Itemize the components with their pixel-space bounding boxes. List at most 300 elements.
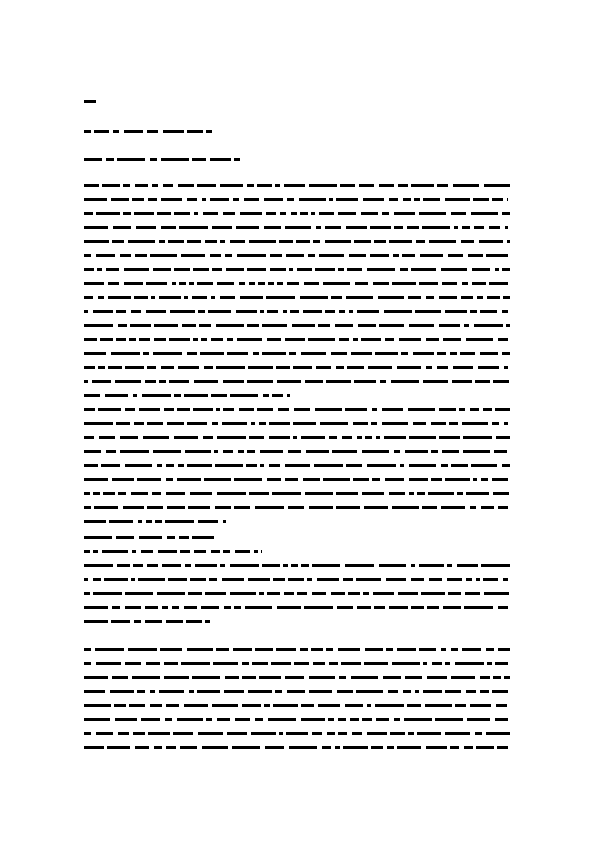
word-mark: [110, 690, 134, 693]
word-mark: [437, 184, 448, 187]
word-mark: [153, 352, 182, 355]
word-mark: [152, 492, 161, 495]
word-mark: [222, 422, 247, 425]
word-mark: [186, 620, 202, 623]
para1-line: [84, 380, 509, 383]
word-mark: [101, 464, 120, 467]
word-mark: [210, 254, 221, 257]
word-mark: [223, 408, 234, 411]
word-mark: [273, 578, 285, 581]
word-mark: [442, 450, 459, 453]
word-mark: [249, 282, 255, 285]
para1-line: [84, 226, 508, 229]
word-mark: [297, 592, 307, 595]
word-mark: [285, 478, 298, 481]
word-mark: [84, 184, 99, 187]
word-mark: [384, 436, 406, 439]
word-mark: [431, 450, 438, 453]
word-mark: [276, 648, 296, 651]
word-mark: [460, 352, 475, 355]
word-mark: [496, 704, 507, 707]
word-mark: [453, 366, 473, 369]
word-mark: [179, 226, 208, 229]
word-mark: [307, 578, 312, 581]
word-mark: [112, 676, 128, 679]
word-mark: [275, 184, 280, 187]
word-mark: [84, 296, 93, 299]
word-mark: [245, 606, 272, 609]
word-mark: [153, 268, 171, 271]
word-mark: [445, 732, 470, 735]
word-mark: [206, 130, 212, 133]
word-mark: [431, 478, 442, 481]
word-mark: [166, 492, 185, 495]
para4-line: [84, 732, 510, 735]
word-mark: [254, 550, 258, 553]
word-mark: [326, 648, 333, 651]
word-mark: [193, 338, 198, 341]
word-mark: [357, 436, 362, 439]
word-mark: [361, 212, 378, 215]
word-mark: [217, 492, 246, 495]
word-mark: [166, 464, 174, 467]
word-mark: [301, 718, 325, 721]
word-mark: [409, 492, 414, 495]
word-mark: [105, 394, 128, 397]
word-mark: [497, 746, 508, 749]
word-mark: [301, 352, 326, 355]
word-mark: [220, 240, 225, 243]
word-mark: [316, 366, 331, 369]
para2-line: [84, 450, 507, 453]
word-mark: [172, 606, 179, 609]
word-mark: [413, 422, 426, 425]
word-mark: [181, 662, 210, 665]
word-mark: [367, 268, 395, 271]
word-mark: [264, 198, 283, 201]
word-mark: [270, 254, 282, 257]
word-mark: [174, 394, 181, 397]
word-mark: [445, 662, 450, 665]
word-mark: [471, 212, 498, 215]
word-mark: [212, 422, 218, 425]
word-mark: [429, 578, 442, 581]
word-mark: [84, 310, 88, 313]
word-mark: [470, 408, 479, 411]
word-mark: [493, 492, 509, 495]
word-mark: [404, 718, 432, 721]
word-mark: [230, 394, 258, 397]
word-mark: [179, 282, 186, 285]
word-mark: [319, 212, 334, 215]
word-mark: [393, 254, 399, 257]
word-mark: [426, 366, 432, 369]
word-mark: [235, 718, 250, 721]
word-mark: [325, 240, 351, 243]
word-mark: [134, 422, 144, 425]
word-mark: [495, 718, 508, 721]
word-mark: [237, 338, 262, 341]
word-mark: [164, 408, 174, 411]
word-mark: [96, 212, 120, 215]
word-mark: [346, 296, 373, 299]
word-mark: [385, 338, 394, 341]
word-mark: [84, 366, 95, 369]
word-mark: [155, 520, 162, 523]
word-mark: [305, 380, 323, 383]
word-mark: [111, 352, 140, 355]
word-mark: [158, 550, 177, 553]
word-mark: [329, 662, 338, 665]
word-mark: [194, 550, 206, 553]
word-mark: [443, 606, 461, 609]
word-mark: [301, 564, 309, 567]
word-mark: [367, 732, 387, 735]
word-mark: [292, 324, 315, 327]
word-mark: [227, 732, 247, 735]
word-mark: [134, 296, 148, 299]
para4-line: [84, 648, 510, 651]
word-mark: [244, 198, 259, 201]
word-mark: [108, 282, 119, 285]
word-mark: [247, 450, 255, 453]
word-mark: [98, 366, 105, 369]
word-mark: [132, 676, 160, 679]
word-mark: [285, 676, 304, 679]
word-mark: [123, 212, 131, 215]
word-mark: [417, 492, 425, 495]
word-mark: [192, 296, 207, 299]
word-mark: [197, 690, 220, 693]
subheading-line: [84, 158, 240, 161]
word-mark: [116, 422, 130, 425]
word-mark: [197, 184, 216, 187]
word-mark: [201, 606, 219, 609]
word-mark: [290, 310, 299, 313]
word-mark: [242, 662, 249, 665]
word-mark: [288, 578, 304, 581]
word-mark: [498, 338, 508, 341]
word-mark: [248, 690, 272, 693]
word-mark: [269, 436, 290, 439]
word-mark: [391, 380, 419, 383]
word-mark: [84, 324, 113, 327]
word-mark: [293, 436, 297, 439]
word-mark: [187, 198, 197, 201]
word-mark: [283, 310, 287, 313]
word-mark: [269, 422, 290, 425]
word-mark: [236, 226, 259, 229]
word-mark: [84, 268, 94, 271]
word-mark: [133, 564, 143, 567]
word-mark: [392, 506, 419, 509]
word-mark: [146, 520, 152, 523]
word-mark: [347, 366, 364, 369]
word-mark: [267, 338, 281, 341]
word-mark: [401, 352, 408, 355]
word-mark: [278, 408, 289, 411]
word-mark: [216, 366, 245, 369]
word-mark: [394, 718, 400, 721]
word-mark: [486, 648, 494, 651]
word-mark: [492, 690, 508, 693]
word-mark: [475, 380, 490, 383]
word-mark: [181, 254, 205, 257]
word-mark: [318, 704, 340, 707]
word-mark: [346, 464, 362, 467]
word-mark: [184, 296, 188, 299]
word-mark: [480, 690, 489, 693]
word-mark: [198, 310, 205, 313]
word-mark: [187, 422, 207, 425]
word-mark: [480, 310, 497, 313]
word-mark: [108, 296, 131, 299]
word-mark: [426, 296, 434, 299]
para2-line: [84, 422, 508, 425]
word-mark: [489, 282, 508, 285]
word-mark: [287, 394, 290, 397]
word-mark: [116, 338, 126, 341]
word-mark: [431, 422, 446, 425]
word-mark: [123, 184, 130, 187]
word-mark: [84, 676, 108, 679]
word-mark: [486, 254, 508, 257]
word-mark: [495, 408, 510, 411]
word-mark: [216, 408, 220, 411]
word-mark: [372, 408, 377, 411]
word-mark: [273, 704, 298, 707]
para1-line: [84, 184, 510, 187]
word-mark: [383, 676, 401, 679]
word-mark: [134, 620, 141, 623]
word-mark: [338, 212, 356, 215]
word-mark: [178, 366, 199, 369]
word-mark: [120, 450, 149, 453]
word-mark: [398, 592, 418, 595]
word-mark: [427, 606, 439, 609]
word-mark: [248, 366, 273, 369]
word-mark: [371, 422, 377, 425]
word-mark: [370, 254, 389, 257]
word-mark: [445, 478, 470, 481]
word-mark: [178, 184, 194, 187]
word-mark: [309, 184, 337, 187]
word-mark: [185, 564, 191, 567]
word-mark: [461, 240, 474, 243]
word-mark: [306, 450, 329, 453]
word-mark: [367, 464, 396, 467]
word-mark: [125, 662, 141, 665]
word-mark: [373, 282, 389, 285]
word-mark: [493, 380, 509, 383]
word-mark: [145, 620, 162, 623]
word-mark: [139, 408, 160, 411]
word-mark: [84, 254, 91, 257]
word-mark: [300, 648, 308, 651]
word-mark: [423, 690, 442, 693]
word-mark: [317, 578, 339, 581]
word-mark: [93, 310, 113, 313]
word-mark: [362, 492, 384, 495]
word-mark: [312, 564, 340, 567]
word-mark: [362, 450, 389, 453]
word-mark: [124, 130, 143, 133]
word-mark: [407, 704, 421, 707]
word-mark: [185, 450, 211, 453]
word-mark: [470, 310, 477, 313]
word-mark: [141, 718, 160, 721]
word-mark: [432, 662, 442, 665]
word-mark: [495, 268, 499, 271]
word-mark: [474, 226, 484, 229]
word-mark: [411, 578, 424, 581]
word-mark: [325, 226, 341, 229]
word-mark: [392, 662, 420, 665]
word-mark: [268, 718, 296, 721]
word-mark: [400, 464, 404, 467]
word-mark: [128, 240, 155, 243]
word-mark: [230, 240, 245, 243]
word-mark: [378, 296, 404, 299]
word-mark: [353, 478, 369, 481]
word-mark: [215, 506, 231, 509]
word-mark: [463, 450, 490, 453]
word-mark: [419, 564, 444, 567]
word-mark: [161, 226, 176, 229]
word-mark: [362, 718, 372, 721]
word-mark: [184, 704, 208, 707]
word-mark: [312, 732, 322, 735]
list-item-line: [84, 536, 214, 539]
word-mark: [429, 240, 456, 243]
word-mark: [320, 422, 348, 425]
word-mark: [357, 310, 379, 313]
word-mark: [160, 648, 182, 651]
word-mark: [493, 676, 501, 679]
word-mark: [257, 408, 273, 411]
para3-line: [84, 620, 210, 623]
word-mark: [489, 226, 500, 229]
word-mark: [498, 606, 508, 609]
word-mark: [338, 268, 344, 271]
word-mark: [439, 324, 460, 327]
word-mark: [258, 282, 265, 285]
word-mark: [257, 184, 272, 187]
word-mark: [287, 282, 299, 285]
word-mark: [390, 732, 405, 735]
word-mark: [114, 704, 126, 707]
word-mark: [382, 408, 403, 411]
word-mark: [481, 506, 494, 509]
word-mark: [287, 690, 305, 693]
word-mark: [408, 732, 414, 735]
word-mark: [259, 422, 266, 425]
para2-line: [84, 408, 510, 411]
word-mark: [150, 254, 177, 257]
para1-line: [84, 310, 508, 313]
para2-line: [84, 436, 510, 439]
word-mark: [223, 212, 235, 215]
word-mark: [166, 746, 176, 749]
word-mark: [414, 198, 420, 201]
word-mark: [367, 704, 371, 707]
word-mark: [187, 240, 201, 243]
word-mark: [199, 324, 211, 327]
word-mark: [169, 380, 189, 383]
word-mark: [448, 254, 463, 257]
word-mark: [400, 268, 408, 271]
word-mark: [143, 436, 169, 439]
word-mark: [280, 212, 286, 215]
word-mark: [248, 578, 270, 581]
word-mark: [131, 492, 148, 495]
word-mark: [504, 676, 510, 679]
word-mark: [264, 704, 270, 707]
word-mark: [84, 732, 91, 735]
word-mark: [428, 492, 454, 495]
word-mark: [161, 198, 182, 201]
word-mark: [159, 690, 184, 693]
word-mark: [354, 380, 376, 383]
word-mark: [147, 506, 163, 509]
word-mark: [380, 380, 386, 383]
word-mark: [205, 620, 210, 623]
word-mark: [297, 268, 312, 271]
word-mark: [84, 492, 90, 495]
word-mark: [336, 198, 358, 201]
para2-line: [84, 478, 508, 481]
word-mark: [339, 676, 346, 679]
word-mark: [166, 478, 173, 481]
word-mark: [84, 592, 90, 595]
word-mark: [267, 478, 281, 481]
word-mark: [84, 478, 108, 481]
word-mark: [407, 226, 419, 229]
word-mark: [235, 550, 250, 553]
word-mark: [442, 282, 457, 285]
word-mark: [296, 240, 310, 243]
word-mark: [223, 450, 233, 453]
word-mark: [195, 564, 217, 567]
word-mark: [466, 578, 472, 581]
word-mark: [177, 478, 201, 481]
word-mark: [165, 520, 194, 523]
word-mark: [167, 506, 185, 509]
word-mark: [93, 578, 101, 581]
word-mark: [93, 492, 100, 495]
word-mark: [409, 464, 436, 467]
word-mark: [468, 254, 483, 257]
word-mark: [189, 690, 194, 693]
word-mark: [287, 198, 294, 201]
word-mark: [165, 718, 172, 721]
word-mark: [255, 718, 263, 721]
word-mark: [225, 676, 239, 679]
word-mark: [239, 408, 254, 411]
word-mark: [416, 240, 425, 243]
word-mark: [111, 620, 130, 623]
word-mark: [329, 436, 337, 439]
word-mark: [211, 394, 227, 397]
word-mark: [368, 366, 392, 369]
word-mark: [503, 296, 510, 299]
word-mark: [84, 704, 111, 707]
word-mark: [264, 226, 281, 229]
word-mark: [487, 662, 492, 665]
word-mark: [476, 746, 494, 749]
word-mark: [311, 648, 323, 651]
word-mark: [213, 662, 238, 665]
